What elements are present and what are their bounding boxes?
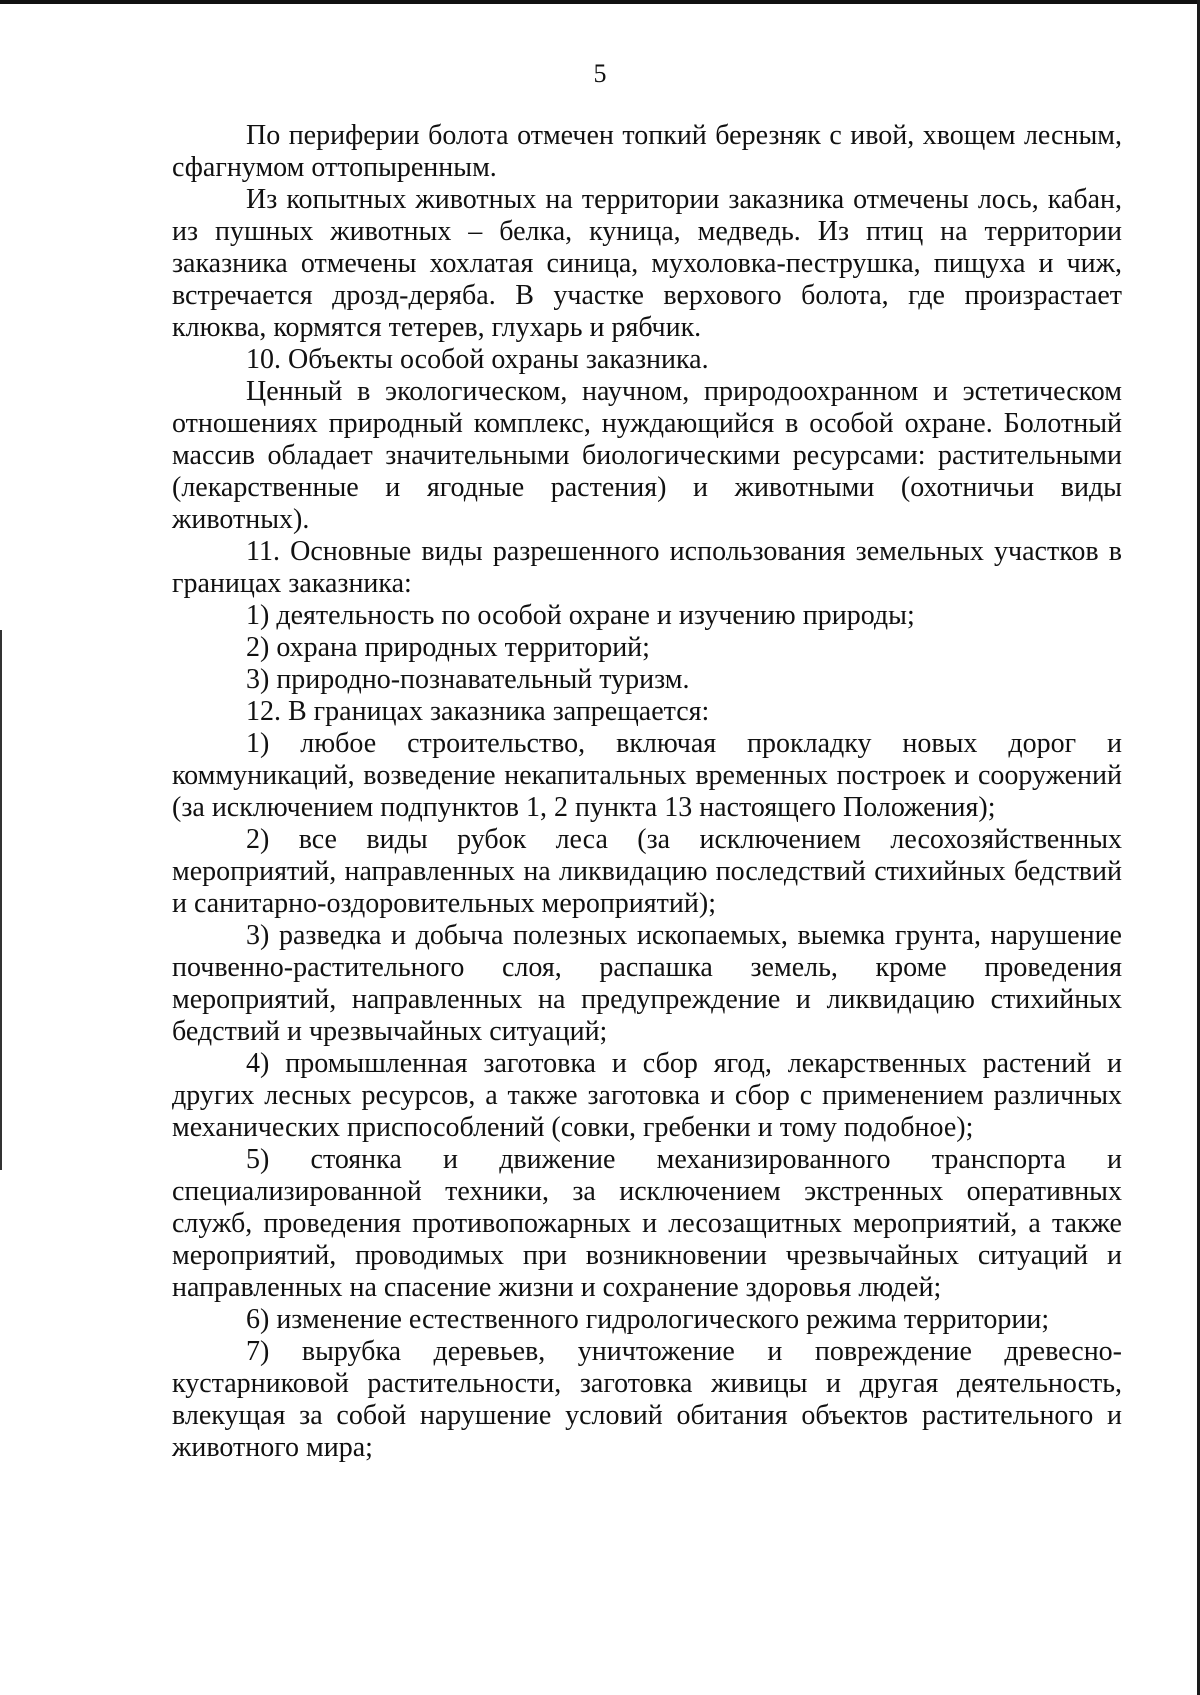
list-item: 7) вырубка деревьев, уничтожение и повреждение древесно-кустарниковой растительности, заготовка живицы и другая деятельность, влекущая за собой нарушение условий обитания объектов растительного и животного мира; [172,1336,1122,1463]
paragraph-protected-objects: Ценный в экологическом, научном, природоохранном и эстетическом отношениях природный комплекс, нуждающийся в особой охране. Болотный массив обладает значительными биологическими ресурсами: растительными (лекарственные и ягодные растения) и животными (охотничьи виды животных). [172,376,1122,535]
list-item: 2) все виды рубок леса (за исключением лесохозяйственных мероприятий, направленных на ликвидацию последствий стихийных бедствий и санитарно-оздоровительных мероприятий); [172,824,1122,919]
section-heading-11: 11. Основные виды разрешенного использования земельных участков в границах заказника: [172,536,1122,599]
list-item: 1) любое строительство, включая прокладку новых дорог и коммуникаций, возведение некапитальных временных построек и сооружений (за исключением подпунктов 1, 2 пункта 13 настоящего Положения); [172,728,1122,823]
list-item: 1) деятельность по особой охране и изучению природы; [246,600,915,631]
list-item: 5) стоянка и движение механизированного транспорта и специализированной техники, за исключением экстренных оперативных служб, проведения противопожарных и лесозащитных мероприятий, а также мероприятий, проводимых при возникновении чрезвычайных ситуаций и направленных на спасение жизни и сохранение здоровья людей; [172,1144,1122,1303]
scan-edge-top [0,0,1200,4]
list-item: 3) природно-познавательный туризм. [246,664,690,695]
list-item: 4) промышленная заготовка и сбор ягод, лекарственных растений и других лесных ресурсов, а также заготовка и сбор с применением различных механических приспособлений (совки, гребенки и тому подобное); [172,1048,1122,1143]
section-heading-10: 10. Объекты особой охраны заказника. [246,344,709,375]
document-body [172,120,1122,1464]
list-item: 6) изменение естественного гидрологического режима территории; [246,1304,1050,1335]
scan-edge-left [0,630,2,1170]
list-item: 2) охрана природных территорий; [246,632,650,663]
page-number: 5 [593,59,607,88]
section-heading-12: 12. В границах заказника запрещается: [246,696,710,727]
list-item: 3) разведка и добыча полезных ископаемых, выемка грунта, нарушение почвенно-растительного слоя, распашка земель, кроме проведения мероприятий, направленных на предупреждение и ликвидацию стихийных бедствий и чрезвычайных ситуаций; [172,920,1122,1047]
paragraph-periphery: По периферии болота отмечен топкий березняк с ивой, хвощем лесным, сфагнумом оттопыренным. [172,120,1122,183]
paragraph-fauna: Из копытных животных на территории заказника отмечены лось, кабан, из пушных животных – белка, куница, медведь. Из птиц на территории заказника отмечены хохлатая синица, мухоловка-пеструшка, пищуха и чиж, встречается дрозд-деряба. В участке верхового болота, где произрастает клюква, кормятся тетерев, глухарь и рябчик. [172,184,1122,343]
